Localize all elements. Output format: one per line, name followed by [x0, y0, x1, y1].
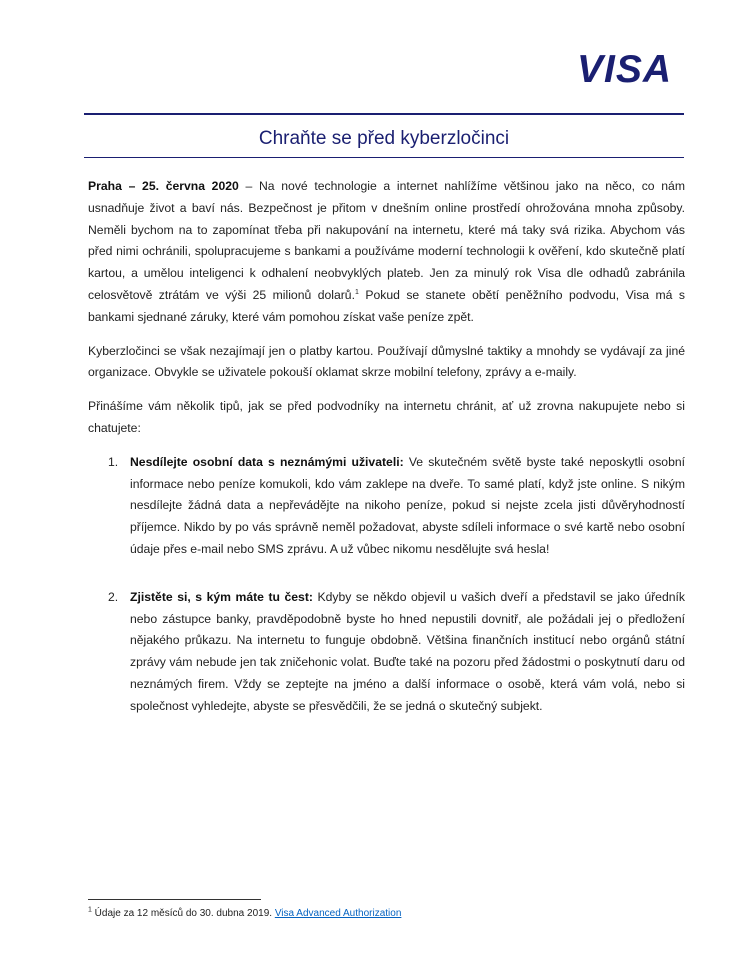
footnote-number: 1 [88, 906, 92, 914]
list-item [88, 587, 685, 718]
document-body [88, 176, 685, 718]
intro-text: – Na nové technologie a internet nahlížíme většinou jako na něco, co nám usnadňuje život a baví nás. Bezpečnost je přitom v dnešním online prostředí ohrožována mnoha způsoby. Neměli bychom na to zapomínat třeba při nakupování na internetu, které má taky svá rizika. Abychom vás před nimi ochránili, spolupracujeme s bankami a používáme moderní technologii k ověření, kdo skutečně platí kartou, a umělou inteligenci k odhalení neobvyklých plateb. Jen za minulý rok Visa dle odhadů zabránila celosvětově ztrátám ve výši 25 milionů dolarů. [88, 179, 685, 302]
dateline: Praha – 25. června 2020 [88, 179, 239, 193]
footnote-ref: 1 [354, 288, 359, 296]
paragraph-3: Přinášíme vám několik tipů, jak se před podvodníky na internetu chránit, ať už zrovna nakupujete nebo si chatujete: [88, 399, 685, 435]
tip-heading: Nesdílejte osobní data s neznámými uživateli: [130, 454, 404, 469]
list-item [88, 452, 685, 561]
tip-text: Ve skutečném světě byste také neposkytli osobní informace nebo peníze komukoli, kdo vám zaklepe na dveře. To samé platí, když jste online. S nikým nesdílejte žádná data a nepřevádějte na nikoho peníze, pokud si nejste zcela jisti důvěryhodností příjemce. Nikdo by po vás správně neměl požadovat, abyste sdíleli informace o své kartě nebo osobní údaje přes e-mail nebo SMS zprávu. A už vůbec nikomu nesdělujte svá hesla! [130, 454, 686, 556]
footnote-link[interactable]: Visa Advanced Authorization [274, 908, 402, 919]
page-title: Chraňte se před kyberzločinci [258, 128, 510, 149]
paragraph-intro [88, 176, 685, 329]
title-top-rule [84, 113, 684, 115]
title-bottom-rule [84, 157, 684, 158]
footnote-text: Údaje za 12 měsíců do 30. dubna 2019. [91, 908, 275, 919]
tip-text: Kdyby se někdo objevil u vašich dveří a představil se jako úředník nebo zástupce banky, pravděpodobně byste ho hned nepustili dovnitř, ale požádali jej o předložení nějakého průkazu. Na internetu to funguje obdobně. Většina finančních institucí nebo orgánů státní zprávy vám nebude jen tak zničehonic volat. Buďte také na pozoru před žádostmi o poskytnutí daru od neznámých firem. Vždy se zeptejte na jméno a další informace o osobě, která vám volá, nebo si společnost vyhledejte, abyste se přesvědčili, že se jedná o skutečný subjekt. [130, 589, 685, 713]
footnote [88, 907, 401, 921]
footnote-separator [88, 899, 261, 900]
intro-tail: Pokud se stanete obětí peněžního podvodu, Visa má s bankami sjednané záruky, které vám pomohou získat vaše peníze zpět. [88, 287, 685, 324]
visa-logo: VISA [576, 48, 672, 91]
list-number: 1. [108, 454, 119, 469]
paragraph-2: Kyberzločinci se však nezajímají jen o platby kartou. Používají důmyslné taktiky a mnohdy se vydávají za jiné organizace. Obvykle se uživatele pokouší oklamat skrze mobilní telefony, zprávy a e-maily. [88, 343, 685, 380]
tip-heading: Zjistěte si, s kým máte tu čest: [130, 589, 313, 604]
tips-list [88, 452, 685, 718]
list-number: 2. [108, 589, 119, 604]
